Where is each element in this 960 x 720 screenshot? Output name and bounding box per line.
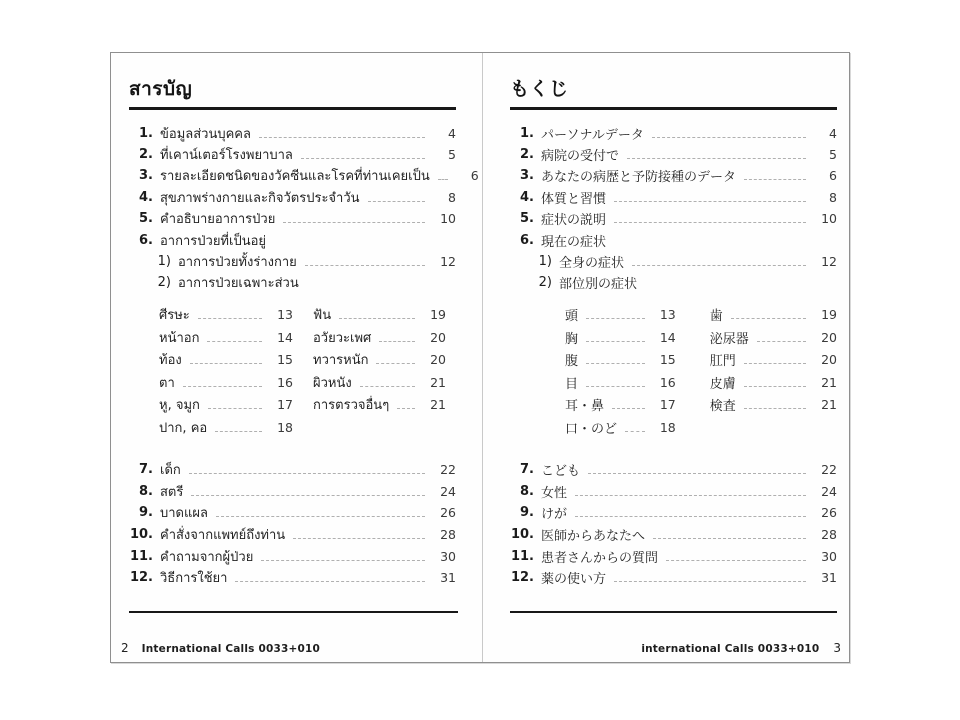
- dot-leader: [586, 386, 645, 387]
- footer-rule: [129, 611, 458, 614]
- entry-page-number: 8: [448, 189, 456, 205]
- entry-page-number: 8: [829, 189, 837, 205]
- toc-entry: [565, 349, 676, 372]
- toc-entry: [313, 349, 446, 372]
- entry-label: 耳・鼻: [565, 399, 605, 415]
- entry-label: 部位別の症状: [559, 277, 638, 293]
- title-rule: [129, 107, 456, 110]
- entry-label: หู, จมูก: [159, 398, 200, 414]
- entry-label: 薬の使い方: [541, 572, 607, 588]
- entry-label: 全身の症状: [559, 256, 625, 272]
- toc-entry: [510, 524, 837, 546]
- dot-leader: [588, 473, 806, 474]
- dot-leader: [235, 581, 425, 582]
- entry-page-number: 19: [430, 307, 446, 323]
- dot-leader: [586, 341, 645, 342]
- page-left-thai-toc: [111, 53, 483, 662]
- toc-entry: [510, 229, 837, 250]
- toc-entry: [159, 326, 293, 349]
- entry-label: วิธีการใช้ยา: [160, 571, 228, 587]
- entry-page-number: 13: [659, 307, 676, 323]
- entry-number: 2): [157, 275, 171, 291]
- entry-label: อาการป่วยทั้งร่างกาย: [178, 255, 297, 271]
- entry-page-number: 5: [829, 147, 837, 163]
- toc-entry: [710, 304, 837, 327]
- entry-page-number: 12: [440, 254, 456, 270]
- entry-page-number: 24: [440, 483, 456, 499]
- entry-number: 12.: [510, 570, 534, 586]
- dot-leader: [198, 318, 262, 319]
- entry-page-number: 18: [277, 419, 293, 435]
- toc-entry: [510, 123, 837, 144]
- entry-page-number: 16: [277, 374, 293, 390]
- toc-entry: [129, 567, 456, 589]
- entry-page-number: 5: [448, 147, 456, 163]
- toc-entry: [510, 480, 837, 502]
- entry-number: 4.: [139, 189, 153, 205]
- entry-number: 12.: [129, 570, 153, 586]
- toc-entry: [129, 480, 456, 502]
- dot-leader: [305, 265, 425, 266]
- entry-page-number: 16: [659, 374, 676, 390]
- toc-entry: [129, 502, 456, 524]
- entry-page-number: 15: [659, 352, 676, 368]
- entry-page-number: 26: [821, 505, 837, 521]
- entry-page-number: 20: [821, 352, 837, 368]
- entry-label: 現在の症状: [541, 234, 607, 250]
- toc-entry: [159, 394, 293, 417]
- page-footer: [121, 641, 320, 655]
- dot-leader: [614, 581, 806, 582]
- entry-label: 皮膚: [709, 376, 736, 392]
- toc-entry: [129, 144, 456, 165]
- entry-label: ฟัน: [313, 308, 332, 324]
- dot-leader: [744, 386, 806, 387]
- entry-page-number: 12: [821, 254, 837, 270]
- entry-number: 6.: [139, 232, 153, 248]
- dot-leader: [744, 408, 806, 409]
- entry-page-number: 21: [430, 374, 446, 390]
- body-parts-column-1: [565, 304, 676, 439]
- dot-leader: [191, 495, 425, 496]
- body-parts-table: [565, 304, 837, 439]
- toc-entry: [159, 371, 293, 394]
- dot-leader: [368, 201, 425, 202]
- entry-number: 2): [538, 275, 552, 291]
- entry-page-number: 20: [821, 329, 837, 345]
- toc-entry: [710, 394, 837, 417]
- entry-number: 3.: [520, 168, 534, 184]
- entry-label: สุขภาพร่างกายและกิจวัตรประจำวัน: [160, 190, 360, 206]
- toc-entry: [510, 144, 837, 165]
- entry-page-number: 10: [821, 211, 837, 227]
- toc-entry: [710, 349, 837, 372]
- dot-leader: [376, 363, 415, 364]
- entry-label: 女性: [541, 485, 568, 501]
- footer-page-number: 2: [121, 641, 129, 655]
- entry-label: การตรวจอื่นๆ: [313, 398, 390, 414]
- entry-label: 胸: [565, 331, 579, 347]
- toc-entry: [129, 187, 456, 208]
- dot-leader: [653, 538, 806, 539]
- footer-text: International Calls 0033+010: [141, 643, 320, 655]
- entry-page-number: 20: [430, 352, 446, 368]
- dot-leader: [575, 495, 806, 496]
- dot-leader: [397, 408, 415, 409]
- body-parts-column-2: [710, 304, 837, 439]
- entry-label: สตรี: [160, 484, 184, 500]
- entry-label: 腹: [565, 354, 579, 370]
- toc-entry: [159, 304, 293, 327]
- dot-leader: [744, 179, 806, 180]
- book-spread: [110, 52, 850, 663]
- entry-label: 医師からあなたへ: [541, 529, 646, 545]
- entry-page-number: 17: [659, 397, 676, 413]
- toc-entry: [129, 524, 456, 546]
- entry-page-number: 6: [470, 168, 479, 184]
- dot-leader: [586, 318, 645, 319]
- dot-leader: [259, 137, 425, 138]
- entry-number: 8.: [139, 483, 153, 499]
- entry-label: 目: [565, 376, 579, 392]
- entry-label: ปาก, คอ: [159, 420, 208, 436]
- entry-label: 患者さんからの質問: [541, 550, 659, 566]
- dot-leader: [586, 363, 645, 364]
- entry-number: 7.: [139, 461, 153, 477]
- toc-entry: [129, 545, 456, 567]
- page-footer: [641, 641, 841, 655]
- toc-entry: [510, 187, 837, 208]
- entry-number: 11.: [510, 548, 534, 564]
- toc-entry: [129, 208, 456, 229]
- dot-leader: [208, 408, 262, 409]
- entry-label: 病院の受付で: [541, 149, 620, 165]
- entry-label: อาการป่วยเฉพาะส่วน: [178, 276, 299, 292]
- entry-label: 口・のど: [565, 421, 618, 437]
- entry-page-number: 6: [829, 168, 837, 184]
- dot-leader: [283, 222, 425, 223]
- entry-number: 4.: [520, 189, 534, 205]
- dot-leader: [612, 408, 645, 409]
- entry-page-number: 19: [821, 307, 837, 323]
- entry-label: ศีรษะ: [159, 308, 190, 324]
- entry-label: 体質と習慣: [541, 191, 607, 207]
- dot-leader: [183, 386, 262, 387]
- entry-number: 9.: [520, 505, 534, 521]
- dot-leader: [627, 158, 806, 159]
- footer-rule: [510, 611, 837, 613]
- entry-label: อวัยวะเพศ: [313, 330, 372, 346]
- dot-leader: [216, 516, 425, 517]
- entry-label: 泌尿器: [709, 331, 749, 347]
- entry-label: けが: [541, 507, 568, 523]
- toc-entry: [129, 272, 456, 293]
- entry-number: 1.: [139, 125, 153, 141]
- entry-label: ที่เคาน์เตอร์โรงพยาบาล: [160, 148, 293, 164]
- entry-label: หน้าอก: [159, 330, 200, 346]
- toc-entry: [565, 416, 676, 439]
- entry-page-number: 20: [430, 329, 446, 345]
- dot-leader: [614, 201, 806, 202]
- entry-label: เด็ก: [160, 462, 181, 478]
- toc-entry: [510, 459, 837, 481]
- entry-number: 2.: [139, 147, 153, 163]
- entry-page-number: 30: [821, 548, 837, 564]
- toc-entry: [710, 371, 837, 394]
- toc-entry: [159, 416, 293, 439]
- entry-page-number: 13: [277, 307, 293, 323]
- dot-leader: [614, 222, 806, 223]
- toc-entry: [710, 326, 837, 349]
- dot-leader: [575, 516, 806, 517]
- dot-leader: [652, 137, 806, 138]
- entry-page-number: 30: [440, 548, 456, 564]
- entry-label: ท้อง: [159, 353, 182, 369]
- toc-entry: [565, 371, 676, 394]
- entry-number: 5.: [139, 211, 153, 227]
- entry-number: 9.: [139, 505, 153, 521]
- toc-entry: [313, 326, 446, 349]
- toc-entry: [510, 272, 837, 293]
- toc-main-list: [129, 123, 479, 294]
- footer-text: international Calls 0033+010: [641, 643, 820, 655]
- entry-label: 肛門: [709, 354, 736, 370]
- entry-label: あなたの病歴と予防接種のデータ: [541, 170, 737, 186]
- entry-page-number: 21: [821, 397, 837, 413]
- toc-entry: [159, 349, 293, 372]
- entry-label: ตา: [159, 375, 175, 391]
- entry-page-number: 22: [440, 461, 456, 477]
- dot-leader: [261, 560, 425, 561]
- entry-number: 3.: [139, 168, 153, 184]
- entry-page-number: 15: [277, 352, 293, 368]
- entry-page-number: 21: [430, 397, 446, 413]
- page-title-thai: สารบัญ: [129, 78, 193, 100]
- dot-leader: [632, 265, 806, 266]
- toc-entry: [313, 394, 446, 417]
- entry-label: パーソナルデータ: [541, 127, 644, 143]
- toc-entry: [510, 165, 837, 186]
- dot-leader: [666, 560, 806, 561]
- toc-entry: [510, 545, 837, 567]
- entry-label: 頭: [565, 309, 579, 325]
- entry-page-number: 14: [277, 329, 293, 345]
- toc-main-list: [510, 123, 837, 294]
- entry-label: บาดแผล: [160, 506, 208, 522]
- entry-page-number: 17: [277, 397, 293, 413]
- entry-number: 11.: [129, 548, 153, 564]
- entry-page-number: 18: [659, 419, 676, 435]
- entry-page-number: 31: [821, 570, 837, 586]
- toc-bottom-list: [129, 459, 456, 589]
- entry-number: 6.: [520, 232, 534, 248]
- dot-leader: [731, 318, 806, 319]
- toc-entry: [565, 326, 676, 349]
- entry-page-number: 10: [440, 211, 456, 227]
- entry-page-number: 4: [829, 125, 837, 141]
- dot-leader: [293, 538, 425, 539]
- title-rule: [510, 107, 837, 110]
- entry-page-number: 24: [821, 483, 837, 499]
- toc-entry: [129, 229, 456, 250]
- toc-entry: [565, 304, 676, 327]
- dot-leader: [189, 473, 425, 474]
- entry-label: ทวารหนัก: [313, 353, 369, 369]
- toc-entry: [129, 165, 479, 186]
- entry-page-number: 14: [659, 329, 676, 345]
- entry-number: 10.: [129, 527, 153, 543]
- entry-number: 1): [538, 254, 552, 270]
- dot-leader: [207, 341, 262, 342]
- entry-number: 2.: [520, 147, 534, 163]
- dot-leader: [744, 363, 806, 364]
- entry-label: こども: [541, 463, 581, 479]
- entry-number: 1.: [520, 125, 534, 141]
- dot-leader: [215, 431, 262, 432]
- entry-page-number: 28: [821, 527, 837, 543]
- toc-entry: [129, 251, 456, 272]
- toc-entry: [565, 394, 676, 417]
- toc-entry: [313, 371, 446, 394]
- dot-leader: [360, 386, 415, 387]
- entry-label: 歯: [709, 309, 723, 325]
- dot-leader: [438, 179, 448, 180]
- toc-entry: [313, 304, 446, 327]
- entry-number: 8.: [520, 483, 534, 499]
- entry-number: 10.: [510, 527, 534, 543]
- entry-number: 5.: [520, 211, 534, 227]
- dot-leader: [190, 363, 262, 364]
- toc-entry: [510, 208, 837, 229]
- entry-label: ข้อมูลส่วนบุคคล: [160, 126, 251, 142]
- entry-label: รายละเอียดชนิดของวัคซีนและโรคที่ท่านเคยเป็น: [160, 169, 430, 185]
- toc-entry: [510, 567, 837, 589]
- entry-label: 検査: [709, 399, 736, 415]
- entry-page-number: 22: [821, 461, 837, 477]
- entry-page-number: 26: [440, 505, 456, 521]
- entry-label: คำสั่งจากแพทย์ถึงท่าน: [160, 528, 286, 544]
- entry-page-number: 28: [440, 527, 456, 543]
- entry-label: อาการป่วยที่เป็นอยู่: [160, 233, 267, 249]
- dot-leader: [379, 341, 415, 342]
- entry-page-number: 4: [448, 125, 456, 141]
- entry-number: 1): [157, 254, 171, 270]
- body-parts-column-1: [159, 304, 293, 439]
- body-parts-table: [159, 304, 456, 439]
- dot-leader: [625, 431, 645, 432]
- entry-label: คำถามจากผู้ป่วย: [160, 549, 254, 565]
- page-right-japanese-toc: [483, 53, 849, 662]
- toc-entry: [510, 502, 837, 524]
- entry-page-number: 31: [440, 570, 456, 586]
- entry-number: 7.: [520, 461, 534, 477]
- toc-entry: [510, 251, 837, 272]
- entry-label: ผิวหนัง: [313, 375, 352, 391]
- page-title-japanese: もくじ: [510, 78, 569, 100]
- entry-page-number: 21: [821, 374, 837, 390]
- toc-bottom-list: [510, 459, 837, 589]
- entry-label: 症状の説明: [541, 213, 607, 229]
- body-parts-column-2: [313, 304, 446, 439]
- dot-leader: [301, 158, 425, 159]
- entry-label: คำอธิบายอาการป่วย: [160, 212, 276, 228]
- toc-entry: [129, 123, 456, 144]
- toc-entry: [129, 459, 456, 481]
- dot-leader: [757, 341, 806, 342]
- footer-page-number: 3: [833, 641, 841, 655]
- dot-leader: [339, 318, 415, 319]
